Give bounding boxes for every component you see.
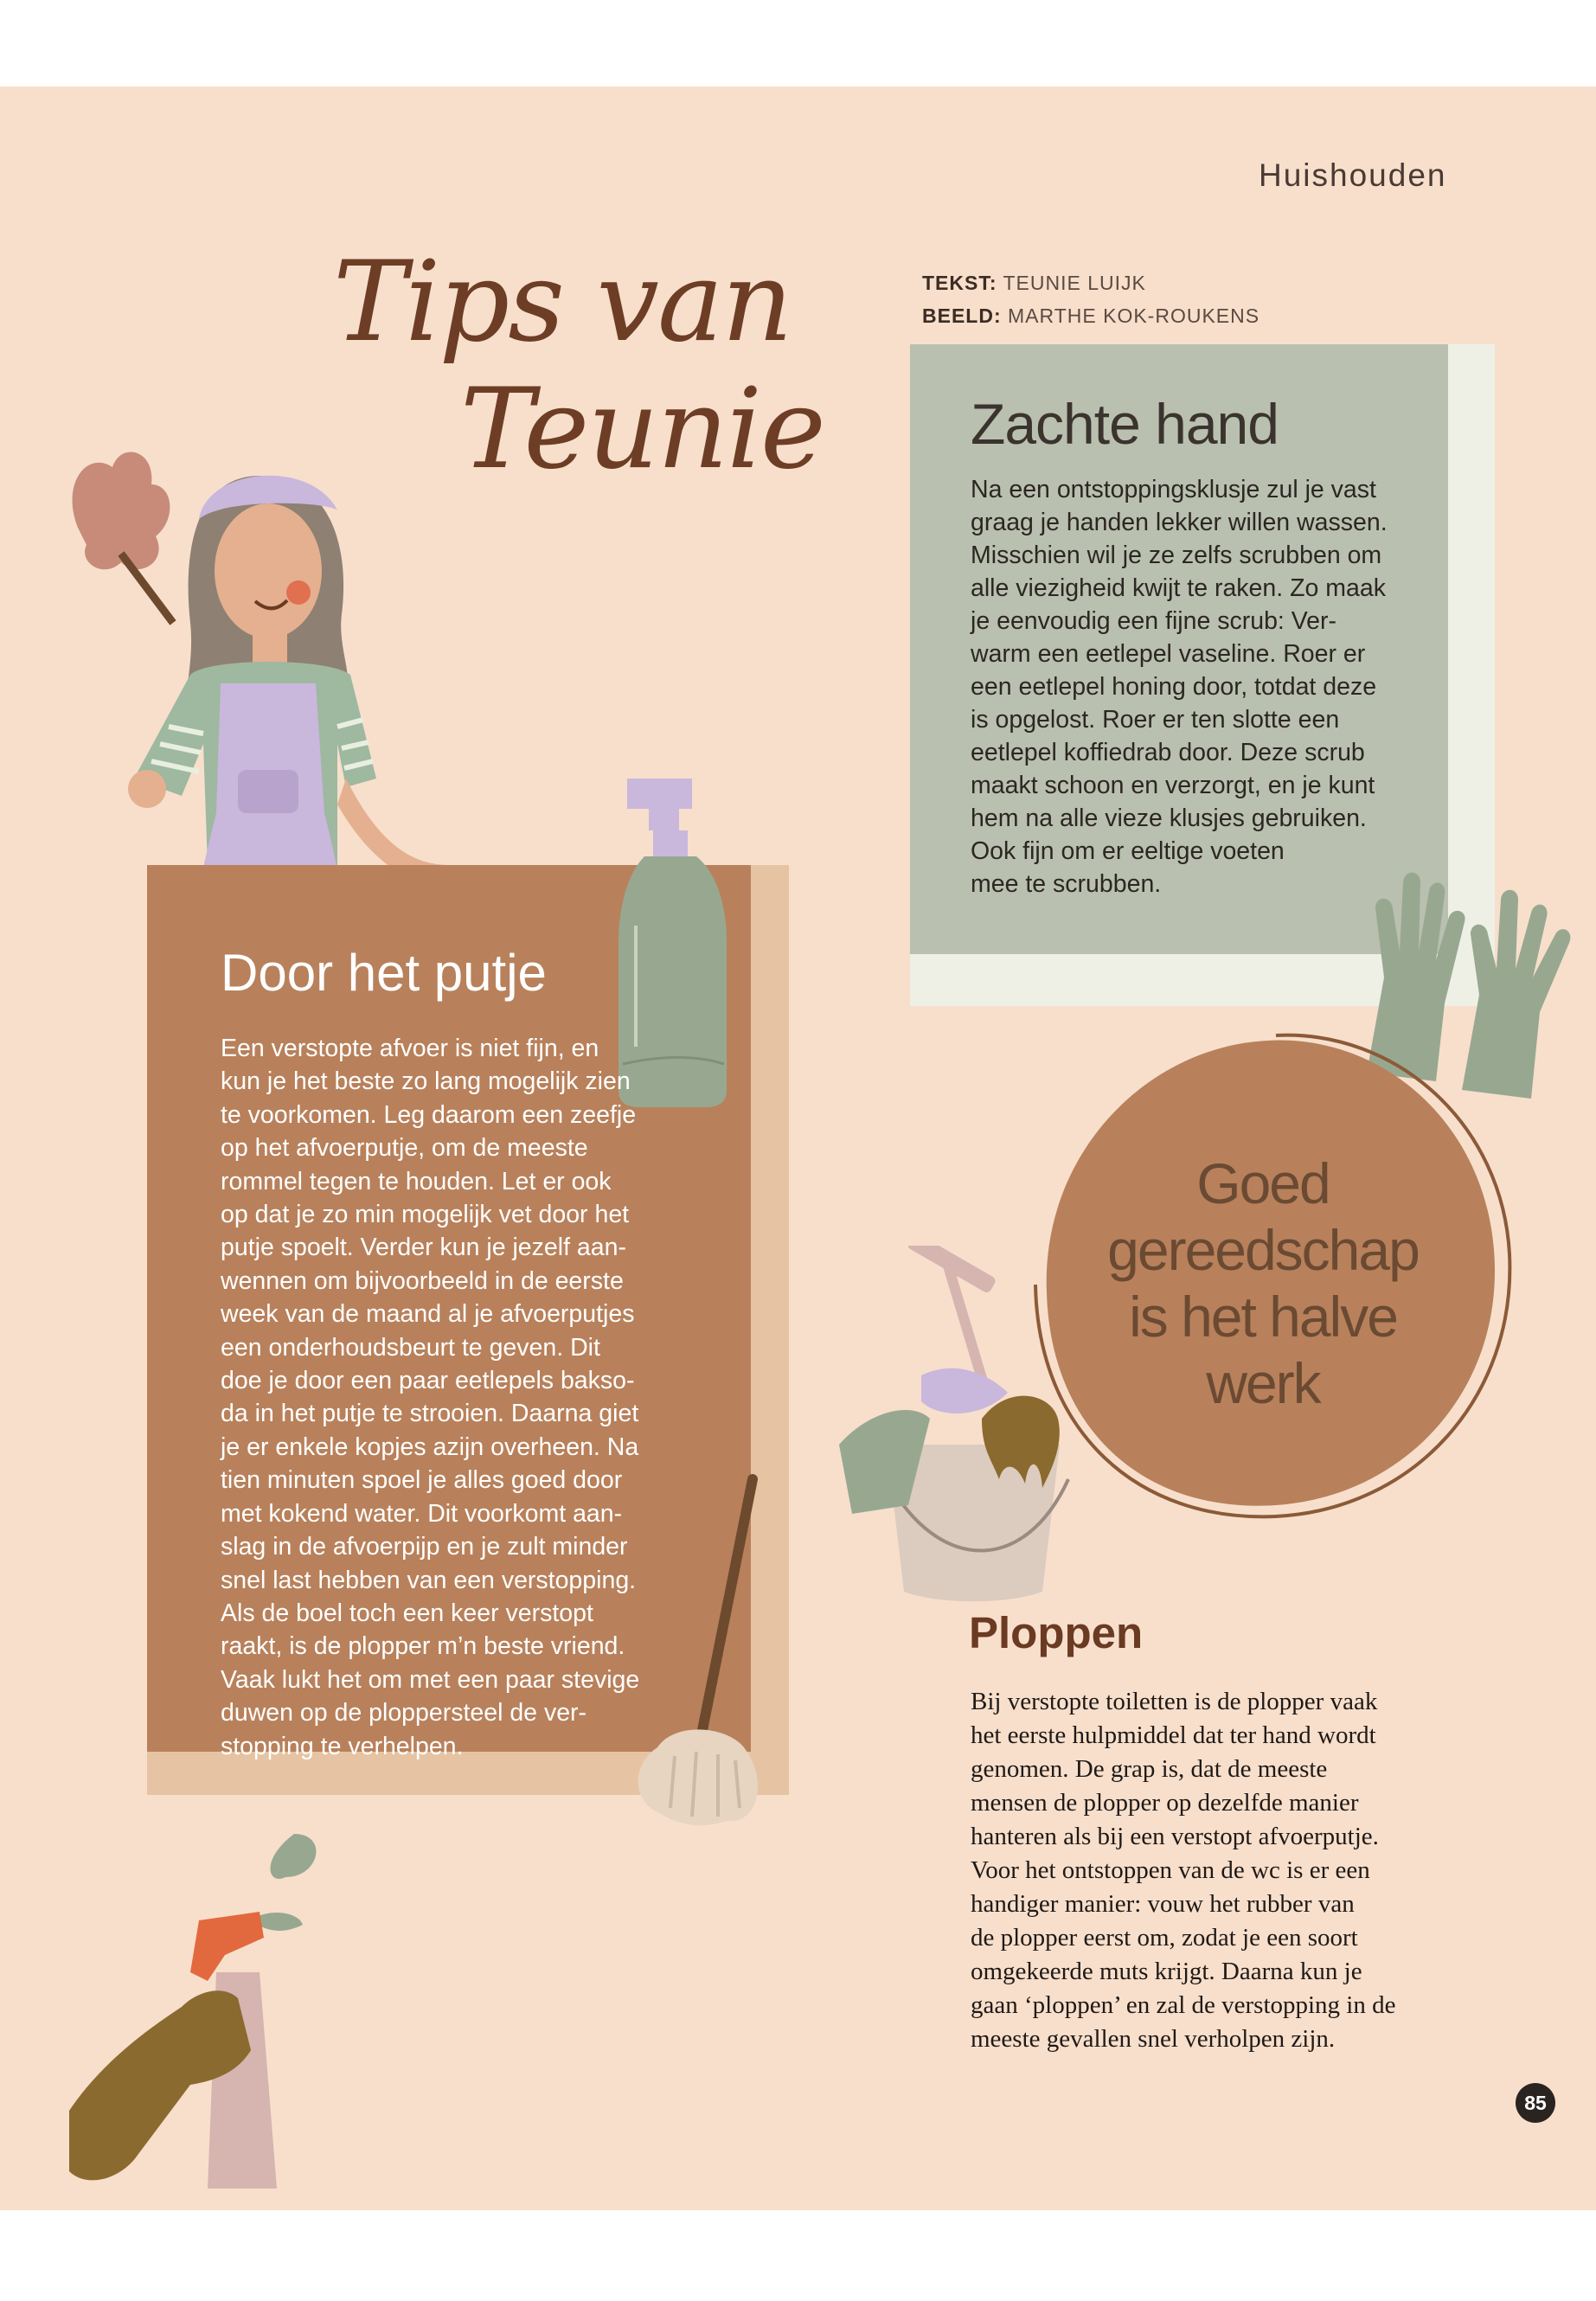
door-het-putje-line: tien minuten spoel je alles goed door — [221, 1466, 623, 1495]
ploppen-line: Voor het ontstoppen van de wc is er een — [971, 1856, 1370, 1884]
door-het-putje-line: doe je door een paar eetlepels bakso- — [221, 1367, 635, 1395]
zachte-hand-line: Na een ontstoppingsklusje zul je vast — [971, 476, 1376, 503]
door-het-putje-line: putje spoelt. Verder kun je jezelf aan- — [221, 1234, 626, 1262]
ploppen-line: Bij verstopte toiletten is de plopper vaak — [971, 1688, 1378, 1715]
door-het-putje-line: wennen om bijvoorbeeld in de eerste — [221, 1266, 624, 1295]
credit-text-label: TEKST: — [922, 272, 997, 294]
zachte-hand-line: hem na alle vieze klusjes gebruiken. — [971, 804, 1367, 832]
ploppen-line: mensen de plopper op dezelfde manier — [971, 1789, 1359, 1817]
ploppen-line: hanteren als bij een verstopt afvoerputje. — [971, 1823, 1379, 1850]
zachte-hand-line: is opgelost. Roer er ten slotte een — [971, 706, 1340, 734]
zachte-hand-line: je eenvoudig een fijne scrub: Ver- — [971, 607, 1337, 635]
zachte-hand-line: een eetlepel honing door, totdat deze — [971, 673, 1377, 701]
pull-quote — [1064, 1150, 1462, 1417]
door-het-putje-line: je er enkele kopjes azijn overheen. Na — [221, 1433, 639, 1461]
ploppen-line: meeste gevallen snel verholpen zijn. — [971, 2025, 1336, 2053]
magazine-page — [0, 87, 1596, 2210]
ploppen-line: handiger manier: vouw het rubber van — [971, 1890, 1355, 1918]
ploppen-title: Ploppen — [969, 1608, 1144, 1657]
door-het-putje-line: op het afvoerputje, om de meeste — [221, 1134, 588, 1163]
ploppen-line: gaan ‘ploppen’ en zal de verstopping in de — [971, 1991, 1396, 2019]
zachte-hand-line: Ook fijn om er eeltige voeten — [971, 837, 1285, 865]
credit-image-label: BEELD: — [922, 304, 1002, 327]
zachte-hand-line: graag je handen lekker willen wassen. — [971, 509, 1388, 536]
door-het-putje-line: Vaak lukt het om met een paar stevige — [221, 1665, 640, 1694]
ploppen-line: de plopper eerst om, zodat je een soort — [971, 1924, 1358, 1952]
page-title-line2: Teunie — [460, 365, 824, 494]
door-het-putje-line: raakt, is de plopper m’n beste vriend. — [221, 1632, 625, 1661]
ploppen-line: omgekeerde muts krijgt. Daarna kun je — [971, 1958, 1362, 1985]
page-number: 85 — [1516, 2083, 1555, 2123]
door-het-putje-line: da in het putje te strooien. Daarna giet — [221, 1400, 639, 1428]
credit-text-value: TEUNIE LUIJK — [1003, 272, 1146, 294]
mop-illustration — [597, 1471, 787, 1834]
zachte-hand-line: eetlepel koffiedrab door. Deze scrub — [971, 739, 1365, 766]
ploppen-line: het eerste hulpmiddel dat ter hand wordt — [971, 1721, 1376, 1749]
door-het-putje-line: te voorkomen. Leg daarom een zeefje — [221, 1100, 637, 1129]
door-het-putje-line: met kokend water. Dit voorkomt aan- — [221, 1499, 623, 1528]
door-het-putje-line: Een verstopte afvoer is niet fijn, en — [221, 1035, 599, 1062]
zachte-hand-line: Misschien wil je ze zelfs scrubben om — [971, 542, 1382, 569]
door-het-putje-line: slag in de afvoerpijp en je zult minder — [221, 1533, 628, 1561]
door-het-putje-line: snel last hebben van een verstopping. — [221, 1566, 637, 1594]
door-het-putje-body — [221, 1032, 639, 1763]
door-het-putje-line: een onderhoudsbeurt te geven. Dit — [221, 1333, 600, 1362]
credit-image-value: MARTHE KOK-ROUKENS — [1008, 304, 1260, 327]
ploppen-line: genomen. De grap is, dat de meeste — [971, 1755, 1328, 1783]
door-het-putje-line: op dat je zo min mogelijk vet door het — [221, 1201, 630, 1229]
page-title-line1: Tips van — [333, 238, 792, 367]
ploppen-body — [971, 1685, 1396, 2056]
pull-quote-line: is het halve — [1129, 1285, 1397, 1349]
zachte-hand-title: Zachte hand — [971, 392, 1279, 456]
pull-quote-line: Goed — [1196, 1151, 1330, 1215]
zachte-hand-line: warm een eetlepel vaseline. Roer er — [971, 640, 1366, 668]
zachte-hand-line: maakt schoon en verzorgt, en je kunt — [971, 772, 1375, 799]
door-het-putje-line: stopping te verhelpen. — [221, 1732, 464, 1760]
zachte-hand-line: alle viezigheid kwijt te raken. Zo maak — [971, 574, 1386, 602]
door-het-putje-line: rommel tegen te houden. Let er ook — [221, 1167, 612, 1195]
section-label: Huishouden — [1259, 157, 1447, 193]
hand-spray-illustration — [52, 1825, 329, 2206]
door-het-putje-title: Door het putje — [221, 944, 547, 1002]
zachte-hand-line: mee te scrubben. — [971, 870, 1162, 898]
door-het-putje-line: Als de boel toch een keer verstopt — [221, 1599, 593, 1627]
credits — [922, 266, 1259, 332]
pull-quote-line: werk — [1206, 1351, 1320, 1415]
door-het-putje-line: duwen op de ploppersteel de ver- — [221, 1699, 587, 1727]
door-het-putje-line: kun je het beste zo lang mogelijk zien — [221, 1067, 631, 1096]
door-het-putje-line: week van de maand al je afvoerputjes — [221, 1300, 635, 1329]
pull-quote-line: gereedschap — [1107, 1218, 1419, 1282]
